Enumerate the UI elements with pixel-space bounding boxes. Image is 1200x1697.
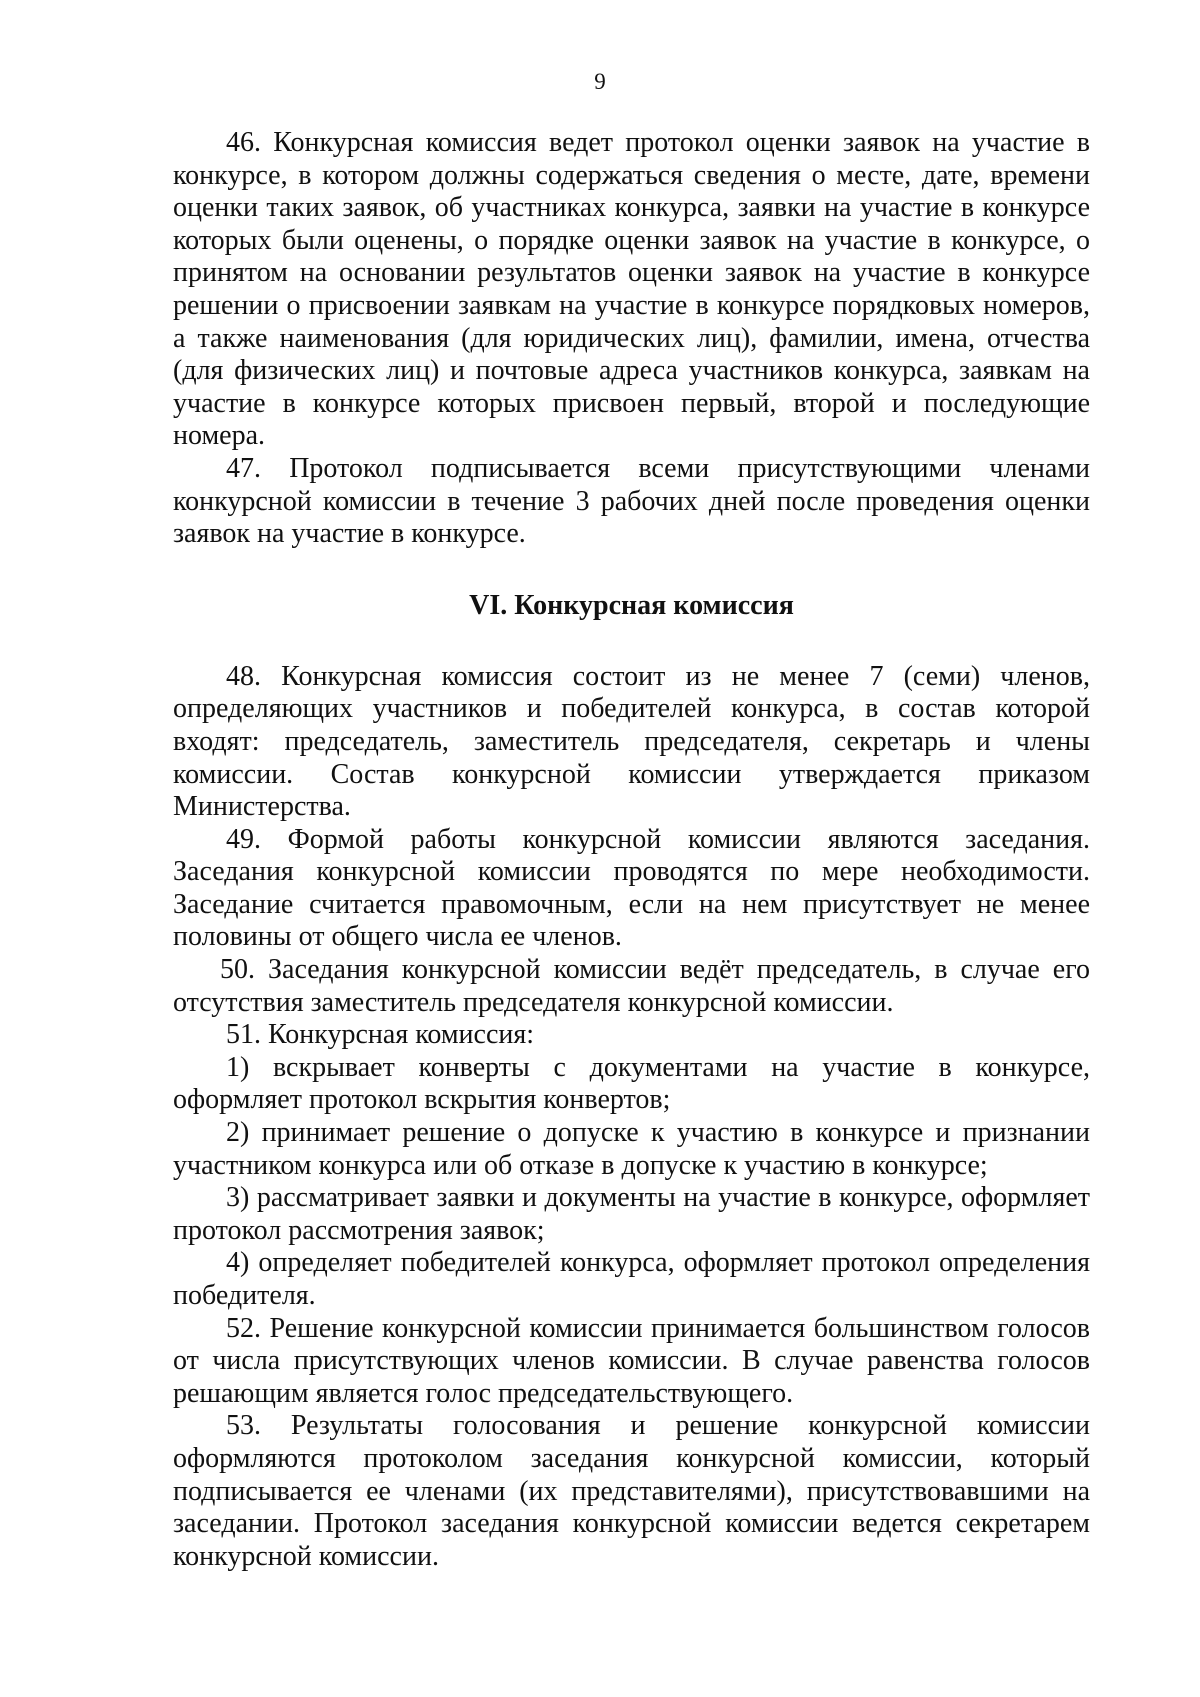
paragraph-47: 47. Протокол подписывается всеми присутствующими членами конкурсной комиссии в течение 3 рабочих дней после проведения оценки заявок на участие в конкурсе.	[173, 452, 1090, 550]
paragraph-51: 51. Конкурсная комиссия:	[226, 1019, 535, 1051]
list-item-1: 1) вскрывает конверты с документами на участие в конкурсе, оформляет протокол вскрытия конвертов;	[173, 1051, 1090, 1116]
paragraph-49: 49. Формой работы конкурсной комиссии являются заседания. Заседания конкурсной комиссии проводятся по мере необходимости. Заседание считается правомочным, если на нем присутствует не менее половины от общего числа ее членов.	[173, 823, 1090, 953]
paragraph-46: 46. Конкурсная комиссия ведет протокол оценки заявок на участие в конкурсе, в котором должны содержаться сведения о месте, дате, времени оценки таких заявок, об участниках конкурса, заявки на участие в конкурсе которых были оценены, о порядке оценки заявок на участие в конкурсе, о принятом на основании результатов оценки заявок на участие в конкурсе решении о присвоении заявкам на участие в конкурсе порядковых номеров, а также наименования (для юридических лиц), фамилии, имена, отчества (для физических лиц) и почтовые адреса участников конкурса, заявкам на участие в конкурсе которых присвоен первый, второй и последующие номера.	[173, 127, 1090, 452]
document-body	[173, 127, 1090, 1573]
list-item-2: 2) принимает решение о допуске к участию в конкурсе и признании участником конкурса или об отказе в допуске к участию в конкурсе;	[173, 1117, 1090, 1181]
paragraph-48: 48. Конкурсная комиссия состоит из не менее 7 (семи) членов, определяющих участников и победителей конкурса, в состав которой входят: председатель, заместитель председателя, секретарь и члены комиссии. Состав конкурсной комиссии утверждается приказом Министерства.	[173, 660, 1090, 823]
paragraph-53: 53. Результаты голосования и решение конкурсной комиссии оформляются протоколом заседания конкурсной комиссии, который подписывается ее членами (их представителями), присутствовавшими на заседании. Протокол заседания конкурсной комиссии ведется секретарем конкурсной комиссии.	[173, 1410, 1090, 1572]
list-item-3: 3) рассматривает заявки и документы на участие в конкурсе, оформляет протокол рассмотрения заявок;	[173, 1182, 1090, 1246]
paragraph-52: 52. Решение конкурсной комиссии принимается большинством голосов от числа присутствующих членов комиссии. В случае равенства голосов решающим является голос председательствующего.	[173, 1312, 1090, 1409]
page-number: 9	[594, 69, 606, 94]
list-item-4: 4) определяет победителей конкурса, оформляет протокол определения победителя.	[173, 1247, 1090, 1311]
section-heading: VI. Конкурсная комиссия	[469, 589, 794, 621]
paragraph-50: 50. Заседания конкурсной комиссии ведёт председатель, в случае его отсутствия заместитель председателя конкурсной комиссии.	[173, 954, 1090, 1018]
